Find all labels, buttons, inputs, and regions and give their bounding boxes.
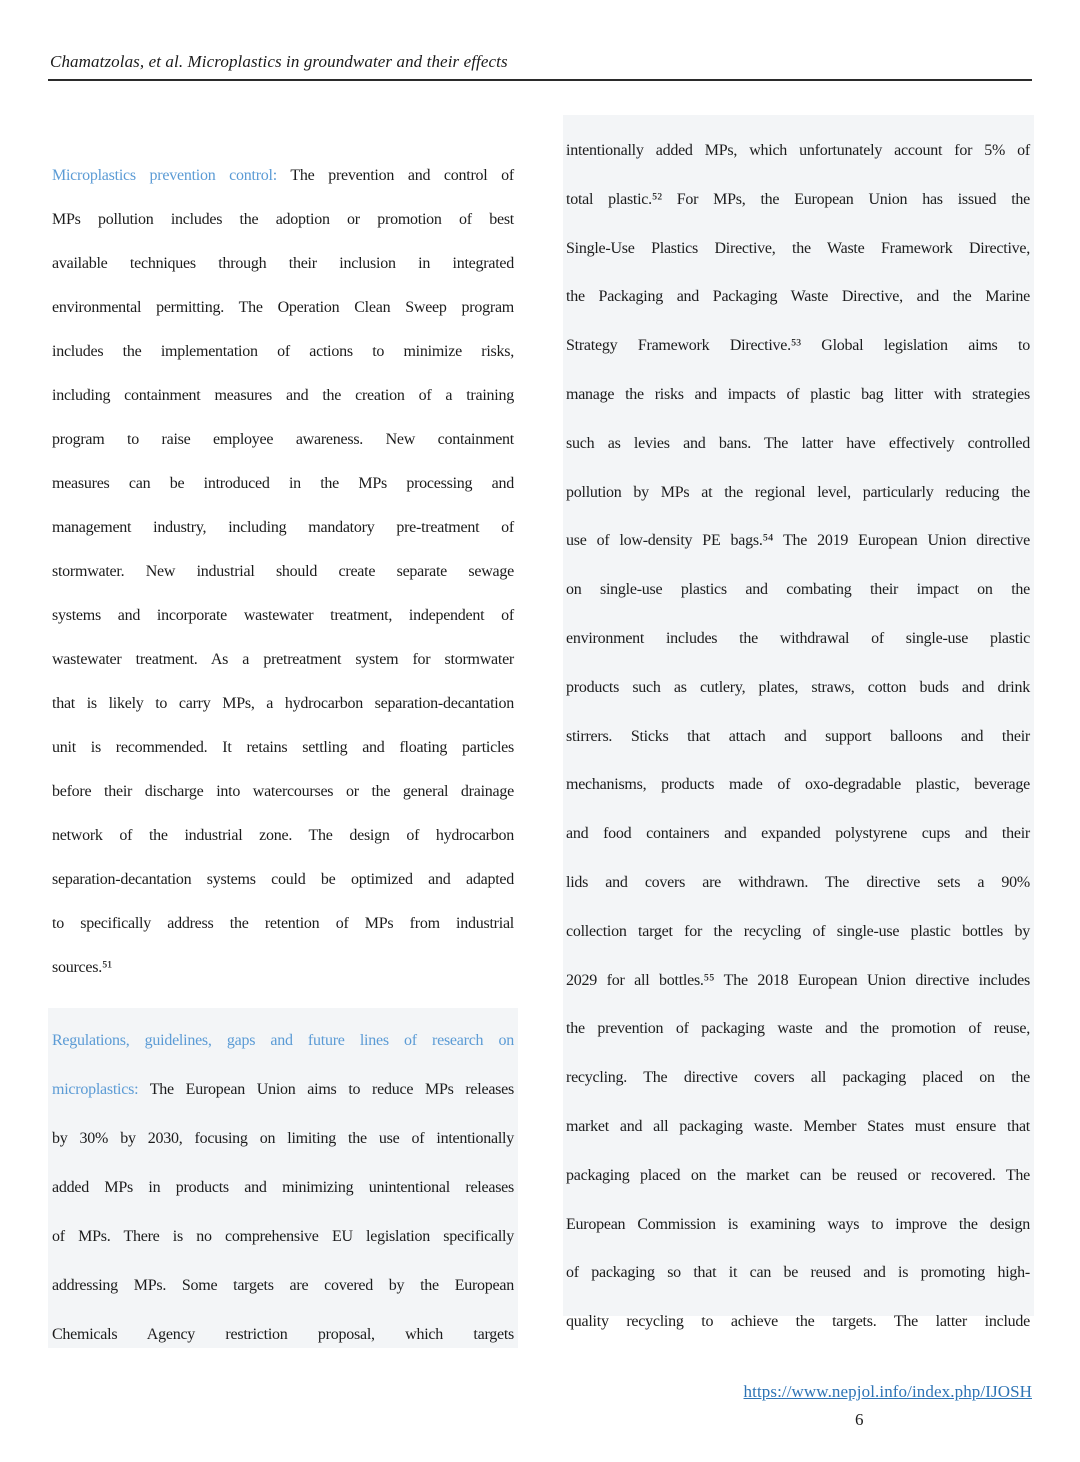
text-line: lids and covers are withdrawn. The directive sets a 90%: [566, 873, 1030, 891]
text-line: includes the implementation of actions to minimize risks,: [52, 343, 514, 360]
section-1-lines: [52, 198, 514, 946]
text-line: quality recycling to achieve the targets. The latter include: [566, 1313, 1030, 1331]
text-line: environment includes the withdrawal of single-use plastic: [566, 629, 1030, 647]
page-number: 6: [855, 1410, 864, 1429]
section-2-lines: [52, 1114, 514, 1359]
text-line: use of low-density PE bags.⁵⁴ The 2019 European Union directive: [566, 532, 1030, 550]
text-line: [52, 1065, 514, 1114]
section-1-last-line: sources.⁵¹: [52, 959, 112, 976]
text-line: wastewater treatment. As a pretreatment system for stormwater: [52, 651, 514, 668]
text-line: Single-Use Plastics Directive, the Waste Framework Directive,: [566, 239, 1030, 257]
text-line: intentionally added MPs, which unfortunately account for 5% of: [566, 142, 1030, 159]
text-line: environmental permitting. The Operation Clean Sweep program: [52, 299, 514, 316]
section-2-heading-line: Regulations, guidelines, gaps and future lines of research on: [52, 1032, 514, 1049]
text-line: before their discharge into watercourses or the general drainage: [52, 783, 514, 800]
running-head: Chamatzolas, et al. Microplastics in groundwater and their effects: [50, 52, 508, 71]
text-line: and food containers and expanded polystyrene cups and their: [566, 825, 1030, 843]
text-line: separation-decantation systems could be optimized and adapted: [52, 871, 514, 888]
text-line: collection target for the recycling of single-use plastic bottles by: [566, 922, 1030, 940]
text-line: total plastic.⁵² For MPs, the European Union has issued the: [566, 190, 1030, 208]
section-2-heading-inline: microplastics:: [52, 1081, 139, 1098]
text-line: packaging placed on the market can be reused or recovered. The: [566, 1166, 1030, 1184]
section-1-heading: Microplastics prevention control:: [52, 167, 277, 184]
footer-journal-link[interactable]: https://www.nepjol.info/index.php/IJOSH: [743, 1382, 1032, 1401]
text-line: added MPs in products and minimizing unintentional releases: [52, 1179, 514, 1196]
text-line: measures can be introduced in the MPs processing and: [52, 475, 514, 492]
section-1-first-line-rest: The prevention and control of: [290, 167, 515, 184]
left-column-section-1: [52, 154, 514, 990]
right-column: [566, 127, 1030, 1347]
text-line: of MPs. There is no comprehensive EU legislation specifically: [52, 1228, 514, 1245]
text-line: including containment measures and the creation of a training: [52, 387, 514, 404]
text-line: the prevention of packaging waste and the promotion of reuse,: [566, 1020, 1030, 1038]
section-2-first-line-rest: The European Union aims to reduce MPs releases: [149, 1081, 514, 1098]
text-line: such as levies and bans. The latter have effectively controlled: [566, 434, 1030, 452]
text-line: products such as cutlery, plates, straws, cotton buds and drink: [566, 678, 1030, 696]
text-line: of packaging so that it can be reused and is promoting high-: [566, 1264, 1030, 1282]
text-line: that is likely to carry MPs, a hydrocarbon separation-decantation: [52, 695, 514, 712]
text-line: Strategy Framework Directive.⁵³ Global legislation aims to: [566, 337, 1030, 355]
text-line: [52, 154, 514, 198]
text-line: 2029 for all bottles.⁵⁵ The 2018 European Union directive includes: [566, 971, 1030, 989]
text-line: unit is recommended. It retains settling and floating particles: [52, 739, 514, 756]
text-line: addressing MPs. Some targets are covered by the European: [52, 1277, 514, 1294]
text-line: stormwater. New industrial should create separate sewage: [52, 563, 514, 580]
text-line: the Packaging and Packaging Waste Directive, and the Marine: [566, 288, 1030, 306]
text-line: network of the industrial zone. The design of hydrocarbon: [52, 827, 514, 844]
text-line: management industry, including mandatory pre-treatment of: [52, 519, 514, 536]
text-line: pollution by MPs at the regional level, particularly reducing the: [566, 483, 1030, 501]
text-line: MPs pollution includes the adoption or promotion of best: [52, 211, 514, 228]
text-line: available techniques through their inclusion in integrated: [52, 255, 514, 272]
text-line: on single-use plastics and combating their impact on the: [566, 581, 1030, 599]
text-line: European Commission is examining ways to improve the design: [566, 1215, 1030, 1233]
text-line: mechanisms, products made of oxo-degradable plastic, beverage: [566, 776, 1030, 794]
left-column-section-2: [52, 1016, 514, 1359]
text-line: by 30% by 2030, focusing on limiting the use of intentionally: [52, 1130, 514, 1147]
text-line: to specifically address the retention of MPs from industrial: [52, 915, 514, 932]
text-line: Chemicals Agency restriction proposal, which targets: [52, 1326, 514, 1343]
text-line: manage the risks and impacts of plastic bag litter with strategies: [566, 385, 1030, 403]
text-line: program to raise employee awareness. New containment: [52, 431, 514, 448]
text-line: systems and incorporate wastewater treatment, independent of: [52, 607, 514, 624]
text-line: market and all packaging waste. Member States must ensure that: [566, 1117, 1030, 1135]
right-column-lines: [566, 127, 1030, 1347]
text-line: recycling. The directive covers all packaging placed on the: [566, 1069, 1030, 1087]
text-line: stirrers. Sticks that attach and support balloons and their: [566, 727, 1030, 745]
header-rule: [48, 79, 1032, 81]
